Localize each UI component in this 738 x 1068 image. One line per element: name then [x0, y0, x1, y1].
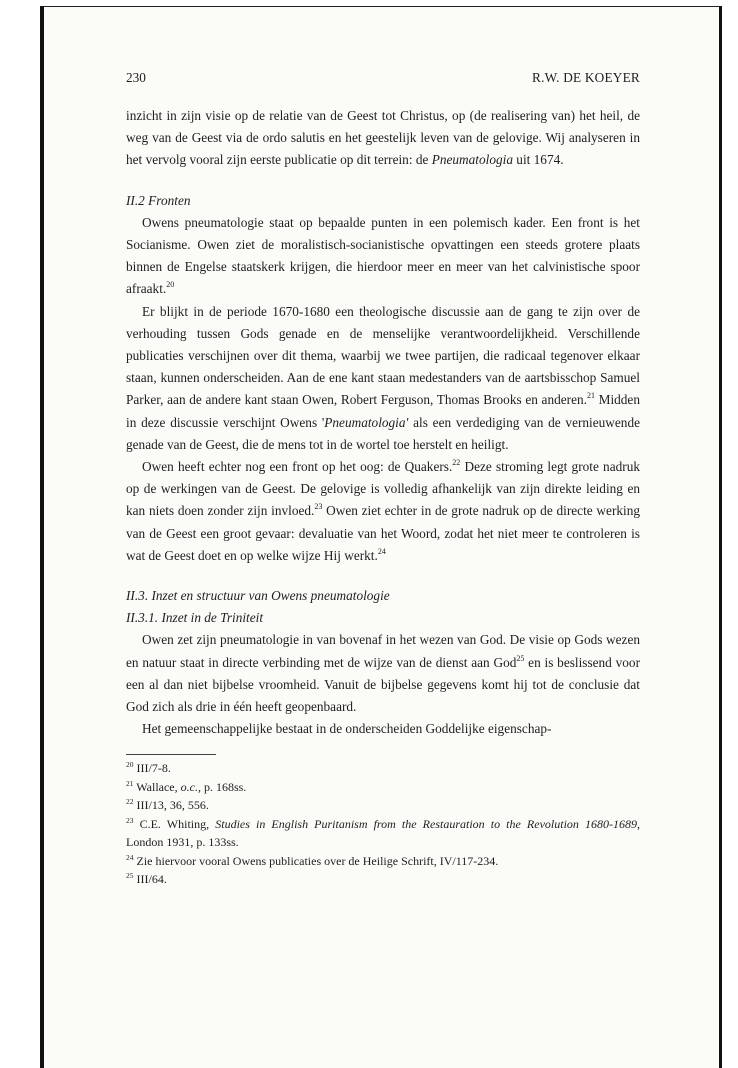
footnote-22: $^{22}$ III/13, 36, 556.: [126, 797, 209, 813]
footnote-divider: [126, 754, 216, 755]
paragraph-trinity: Owen zet zijn pneumatologie in van bovenaf in het wezen van God. De visie op Gods wezen en natuur staat in directe verbinding met de wijze van de dienst aan God$^{25}$ en is beslissend voor een al dan niet bijbelse vroomheid. Vanuit de bijbelse gegevens komt hij tot de conclusie dat God zich als drie in één heeft geopenbaard.: [126, 632, 640, 715]
body-text: [126, 105, 640, 740]
footnote-24: $^{24}$ Zie hiervoor vooral Owens publicaties over de Heilige Schrift, IV/117-234.: [126, 852, 499, 868]
paragraph-discussion: Er blijkt in de periode 1670-1680 een theologische discussie aan de gang te zijn over de verhouding tussen Gods genade en de menselijke verantwoordelijkheid. Verschillende publicaties verschijnen over dit thema, waarbij we twee partijen, die radicaal tegenover elkaar staan, kunnen onderscheiden. Aan de ene kant staan medestanders van de aartsbisschop Samuel Parker, aan de andere kant staan Owen, Robert Ferguson, Thomas Brooks en anderen.$^{21}$ Midden in deze discussie verschijnt Owens 'Pneumatologia' als een verdediging van de vernieuwende genade van de Geest, die de mens tot in de wortel toe herstelt en heiligt.: [126, 303, 640, 452]
paragraph-socinianism: Owens pneumatologie staat op bepaalde punten in een polemisch kader. Een front is het Socianisme. Owen ziet de moralistisch-socianistische opvattingen een steeds grotere plaats binnen de Engelse staatskerk krijgen, die hierdoor meer en meer van het calvinistische spoor afraakt.$^{20}$: [126, 214, 640, 297]
paragraph-quakers: Owen heeft echter nog een front op het oog: de Quakers.$^{22}$ Deze stroming legt grote nadruk op de werkingen van de Geest. De gelovige is volledig afhankelijk van zijn direkte leiding en kan niets doen zonder zijn invloed.$^{23}$ Owen ziet echter in de grote nadruk op de directe werking van de Geest een groot gevaar: devaluatie van het Woord, zodat het niet meer te controleren is wat de Geest doet en op welke wijze Hij werkt.$^{24}$: [126, 458, 641, 563]
footnote-ref-21[interactable]: 21: [586, 391, 595, 401]
subsection-heading-triniteit: II.3.1. Inzet in de Triniteit: [126, 610, 264, 626]
running-head: [126, 70, 640, 90]
paragraph-continuation: Het gemeenschappelijke bestaat in de onderscheiden Goddelijke eigenschap-: [142, 721, 552, 737]
document-page: [126, 70, 640, 889]
footnote-ref-20[interactable]: 20: [166, 280, 175, 290]
footnote-21: $^{21}$ Wallace, o.c., p. 168ss.: [126, 778, 247, 794]
footnote-ref-25[interactable]: 25: [516, 653, 525, 663]
section-heading-fronten: II.2 Fronten: [126, 192, 191, 208]
footnote-ref-23[interactable]: 23: [314, 502, 323, 512]
intro-paragraph: inzicht in zijn visie op de relatie van de Geest tot Christus, op (de realisering van) het heil, de weg van de Geest via de ordo salutis en het geestelijk leven van de gelovige. Wij analyseren in het vervolg vooral zijn eerste publicatie op dit terrein: de Pneumatologia uit 1674.: [126, 108, 640, 168]
footnote-ref-22[interactable]: 22: [452, 458, 461, 468]
footnote-ref-24[interactable]: 24: [377, 546, 386, 556]
page-number: 230: [126, 70, 146, 85]
section-heading-inzet: II.3. Inzet en structuur van Owens pneumatologie: [126, 588, 390, 604]
footnote-23: $^{23}$ C.E. Whiting, Studies in English Puritanism from the Restauration to the Revolution 1680-1689, London 1931, p. 133ss.: [126, 815, 640, 850]
footnotes: [126, 759, 640, 889]
footnote-20: $^{20}$ III/7-8.: [126, 760, 171, 776]
running-title: R.W. DE KOEYER: [532, 70, 640, 85]
footnote-25: $^{25}$ III/64.: [126, 871, 167, 887]
